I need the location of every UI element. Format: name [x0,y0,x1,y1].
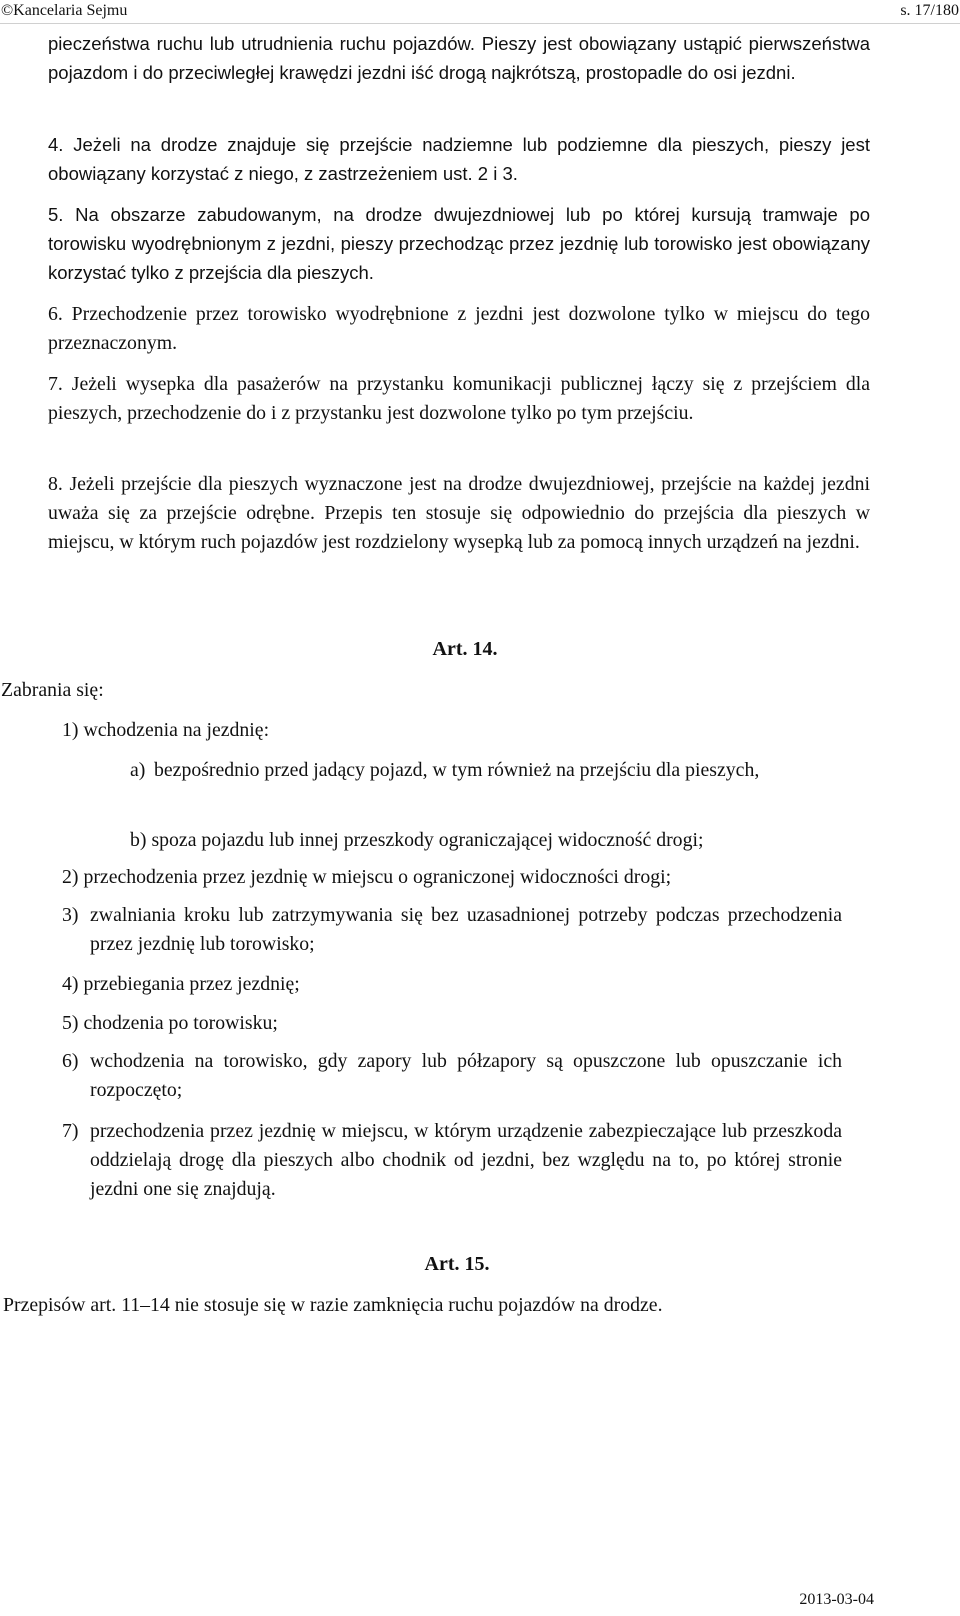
list-item-1 [62,716,269,745]
list-item-2-label: 2) [62,866,79,888]
list-item-1b [130,826,703,855]
header-page-number: s. 17/180 [900,2,959,19]
list-item-5 [62,1009,278,1038]
footer-date: 2013-03-04 [799,1591,874,1608]
list-item-7-label: 7) [62,1120,79,1142]
list-item-3-label: 3) [62,904,79,926]
list-item-1b-text: spoza pojazdu lub innej przeszkody ograniczającej widoczność drogi; [151,829,704,851]
list-item-7 [62,1117,842,1204]
list-item-1-text: wchodzenia na jezdnię: [83,719,270,741]
list-item-2 [62,863,671,892]
list-item-3 [62,901,842,959]
paragraph-6: 6. Przechodzenie przez torowisko wyodrębnione z jezdni jest dozwolone tylko w miejscu do tego przeznaczonym. [48,303,870,354]
article-15-heading: Art. 15. [424,1253,490,1275]
paragraph-7: 7. Jeżeli wysepka dla pasażerów na przystanku komunikacji publicznej łączy się z przejściem dla pieszych, przechodzenie do i z przystanku jest dozwolone tylko po tym przejściu. [48,373,870,424]
list-item-5-label: 5) [62,1012,79,1034]
list-item-2-text: przechodzenia przez jezdnię w miejscu o ograniczonej widoczności drogi; [83,866,672,888]
list-item-7-text: przechodzenia przez jezdnię w miejscu, w którym urządzenie zabezpieczające lub przeszkoda oddzielają drogę dla pieszych albo chodnik od jezdni, bez względu na to, po której stronie jezdni one się znajdują. [90,1120,842,1200]
list-item-1-label: 1) [62,719,79,741]
list-item-6 [62,1047,842,1105]
list-item-6-label: 6) [62,1050,79,1072]
list-item-4-label: 4) [62,973,79,995]
list-item-4-text: przebiegania przez jezdnię; [83,973,300,995]
paragraph-4: 4. Jeżeli na drodze znajduje się przejście nadziemne lub podziemne dla pieszych, pieszy jest obowiązany korzystać z niego, z zastrzeżeniem ust. 2 i 3. [48,134,870,184]
paragraph-continuation: pieczeństwa ruchu lub utrudnienia ruchu pojazdów. Pieszy jest obowiązany ustąpić pierwszeństwa pojazdom i do przeciwległej krawędzi jezdni iść drogą najkrótszą, prostopadle do osi jezdni. [48,33,870,83]
list-item-1a-label: a) [130,759,146,781]
header-divider [0,23,960,24]
article-15-text: Przepisów art. 11–14 nie stosuje się w razie zamknięcia ruchu pojazdów na drodze. [3,1294,663,1316]
list-item-1a [130,756,810,785]
list-item-3-text: zwalniania kroku lub zatrzymywania się bez uzasadnionej potrzeby podczas przechodzenia przez jezdnię lub torowisko; [90,904,842,955]
paragraph-5: 5. Na obszarze zabudowanym, na drodze dwujezdniowej lub po której kursują tramwaje po torowisku wyodrębnionym z jezdni, pieszy przechodząc przez jezdnię lub torowisko jest obowiązany korzystać tylko z przejścia dla pieszych. [48,204,870,283]
list-item-1b-label: b) [130,829,147,851]
list-item-5-text: chodzenia po torowisku; [83,1012,278,1034]
header-copyright: ©Kancelaria Sejmu [1,2,128,19]
list-item-1a-text: bezpośrednio przed jadący pojazd, w tym również na przejściu dla pieszych, [154,759,760,781]
list-item-6-text: wchodzenia na torowisko, gdy zapory lub półzapory są opuszczone lub opuszczanie ich rozpoczęto; [90,1050,842,1101]
paragraph-8: 8. Jeżeli przejście dla pieszych wyznaczone jest na drodze dwujezdniowej, przejście na każdej jezdni uważa się za przejście odrębne. Przepis ten stosuje się odpowiednio do przejścia dla pieszych w miejscu, w którym ruch pojazdów jest rozdzielony wysepką lub za pomocą innych urządzeń na jezdni. [48,473,870,553]
article-14-heading: Art. 14. [432,638,498,660]
list-item-4 [62,970,300,999]
article-14-intro: Zabrania się: [1,679,104,701]
